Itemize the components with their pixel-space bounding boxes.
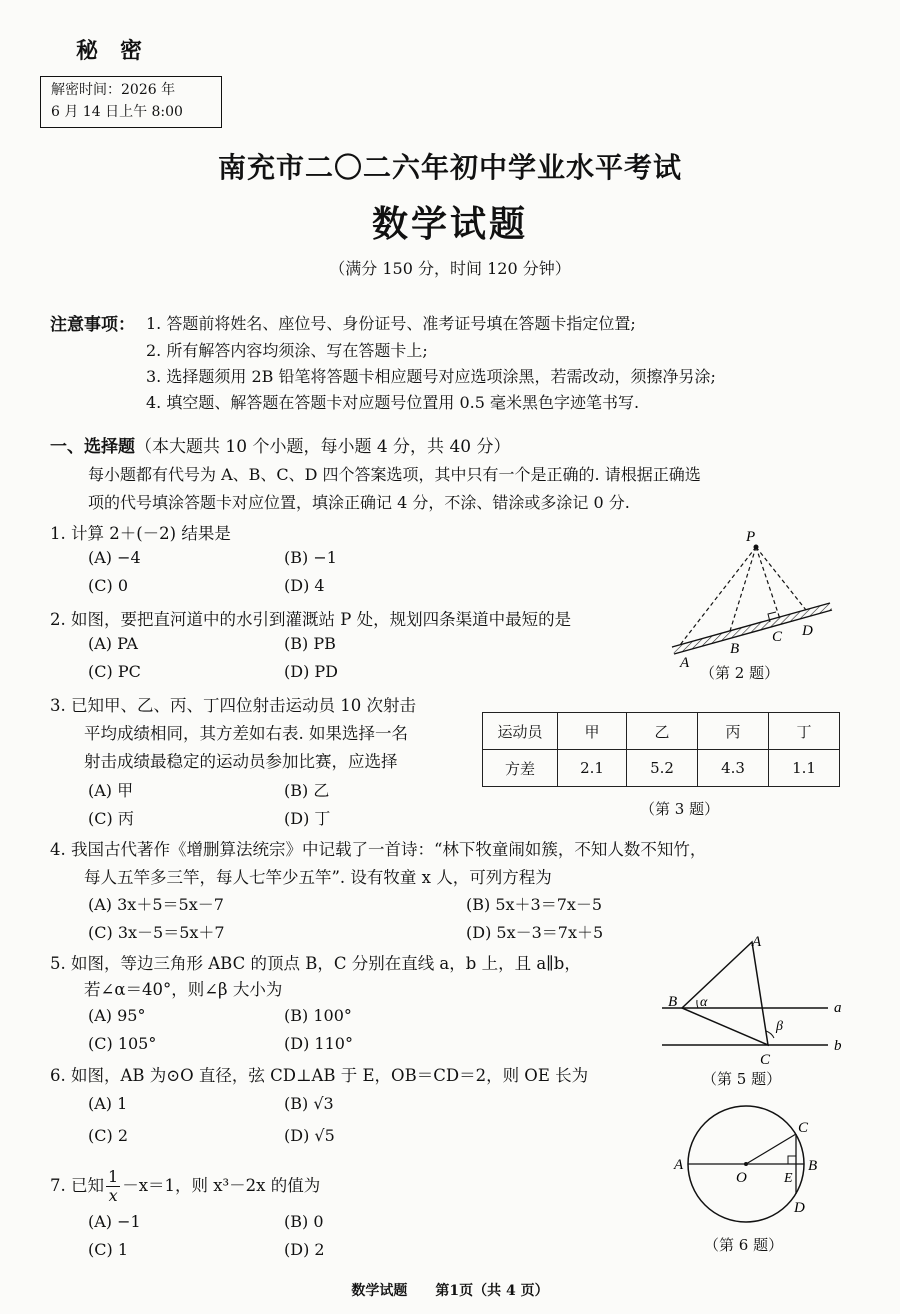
table-cell: 5.2: [627, 750, 698, 787]
figure-5-caption: （第 5 题）: [702, 1070, 782, 1088]
segment-pc: [756, 547, 780, 619]
section-intro-line-2: 项的代号填涂答题卡对应位置，填涂正确记 4 分，不涂、错涂或多涂记 0 分.: [88, 493, 630, 512]
table-cell: 甲: [558, 713, 627, 750]
question-4-option-b: (B) 5x＋3＝7x－5: [466, 895, 603, 914]
declass-line-2: 6 月 14 日上午 8:00: [51, 104, 183, 120]
question-1-option-a: (A) −4: [88, 548, 141, 567]
question-7-option-b: (B) 0: [284, 1212, 324, 1231]
table-cell: 4.3: [698, 750, 769, 787]
label-beta: β: [776, 1019, 783, 1034]
question-6-option-a: (A) 1: [88, 1094, 128, 1113]
center-point: [744, 1162, 748, 1166]
notice-item-3: 3. 选择题须用 2B 铅笔将答题卡相应题号对应选项涂黑，若需改动，须擦净另涂;: [146, 367, 716, 386]
secret-label: 秘密: [76, 38, 165, 64]
question-2-option-c: (C) PC: [88, 662, 141, 681]
notice-item-4: 4. 填空题、解答题在答题卡对应题号位置用 0.5 毫米黑色字迹笔书写.: [146, 393, 640, 412]
question-6-option-b: (B) √3: [284, 1094, 334, 1113]
table-cell: 方差: [483, 750, 558, 787]
label-o: O: [736, 1170, 747, 1186]
question-1-option-b: (B) −1: [284, 548, 337, 567]
right-angle-mark: [788, 1156, 796, 1164]
segment-pd: [756, 547, 806, 610]
label-a: A: [674, 1157, 684, 1173]
question-1-option-d: (D) 4: [284, 576, 325, 595]
exam-title: 南充市二〇二六年初中学业水平考试: [217, 151, 682, 184]
question-2-option-b: (B) PB: [284, 634, 336, 653]
declassification-box: [40, 76, 222, 128]
question-5-stem-line-1: 5. 如图，等边三角形 ABC 的顶点 B，C 分别在直线 a，b 上，且 a∥b，: [50, 954, 581, 973]
question-4-option-c: (C) 3x－5＝5x＋7: [88, 923, 225, 942]
question-3-option-a: (A) 甲: [88, 781, 134, 800]
fraction-numerator: 1: [108, 1167, 119, 1186]
table-cell: 乙: [627, 713, 698, 750]
label-d: D: [802, 623, 813, 639]
question-2-option-a: (A) PA: [88, 634, 138, 653]
page-footer: [0, 1280, 900, 1300]
question-7-option-c: (C) 1: [88, 1240, 128, 1259]
label-b: B: [730, 641, 740, 657]
figure-6-caption: （第 6 题）: [704, 1236, 784, 1254]
question-3-option-d: (D) 丁: [284, 809, 331, 828]
label-line-b: b: [834, 1038, 842, 1054]
angle-alpha-arc: [697, 1000, 698, 1008]
section-title: 一、选择题: [50, 437, 135, 457]
question-2-stem: 2. 如图，要把直河道中的水引到灌溉站 P 处，规划四条渠道中最短的是: [50, 610, 572, 629]
label-d: D: [794, 1200, 805, 1216]
question-2-option-d: (D) PD: [284, 662, 338, 681]
footer-page-number: 第1页（共 4 页）: [435, 1283, 549, 1299]
question-3-stem-line-3: 射击成绩最稳定的运动员参加比赛，应选择: [84, 752, 398, 771]
figure-6-diagram: [670, 1100, 830, 1230]
question-5-option-c: (C) 105°: [88, 1034, 157, 1053]
triangle-abc: [682, 942, 768, 1045]
label-b: B: [808, 1158, 818, 1174]
question-3-stem-line-2: 平均成绩相同，其方差如右表. 如果选择一名: [84, 724, 408, 743]
label-p: P: [746, 529, 756, 545]
question-6-stem: 6. 如图，AB 为⊙O 直径，弦 CD⊥AB 于 E，OB＝CD＝2，则 OE 长为: [50, 1066, 589, 1085]
table-cell: 运动员: [483, 713, 558, 750]
question-5-option-a: (A) 95°: [88, 1006, 146, 1025]
table-row: [483, 713, 840, 750]
label-c: C: [798, 1120, 809, 1136]
label-c-vertex: C: [760, 1052, 771, 1068]
question-7-suffix: －x＝1，则 x³－2x 的值为: [122, 1176, 321, 1195]
label-line-a: a: [834, 1000, 842, 1016]
question-5-option-b: (B) 100°: [284, 1006, 352, 1025]
label-b-vertex: B: [668, 994, 678, 1010]
figure-2-caption: （第 2 题）: [700, 664, 780, 682]
table-cell: 2.1: [558, 750, 627, 787]
section-heading: [50, 432, 511, 457]
label-c: C: [772, 629, 783, 645]
subject-title: 数学试题: [371, 203, 528, 245]
question-4-option-a: (A) 3x＋5＝5x－7: [88, 895, 224, 914]
table-cell: 1.1: [769, 750, 840, 787]
fraction-denominator: x: [108, 1186, 118, 1205]
fraction-one-over-x: [106, 1168, 120, 1205]
notice-item-1: 1. 答题前将姓名、座位号、身份证号、准考证号填在答题卡指定位置;: [146, 314, 636, 333]
notice-item-2: 2. 所有解答内容均须涂、写在答题卡上;: [146, 341, 428, 360]
table-cell: 丙: [698, 713, 769, 750]
label-alpha: α: [700, 995, 708, 1010]
question-5-stem-line-2: 若∠α＝40°，则∠β 大小为: [84, 980, 283, 999]
question-5-option-d: (D) 110°: [284, 1034, 353, 1053]
question-6-option-d: (D) √5: [284, 1126, 335, 1145]
section-subtitle: （本大题共 10 个小题，每小题 4 分，共 40 分）: [135, 437, 511, 457]
label-a-vertex: A: [752, 934, 762, 950]
table-cell: 丁: [769, 713, 840, 750]
segment-pb: [730, 547, 756, 631]
question-4-stem-line-1: 4. 我国古代著作《增删算法统宗》中记载了一首诗：“林下牧童闹如簇，不知人数不知竹，: [50, 840, 707, 859]
question-1-option-c: (C) 0: [88, 576, 128, 595]
question-7-option-d: (D) 2: [284, 1240, 325, 1259]
question-4-option-d: (D) 5x－3＝7x＋5: [466, 923, 604, 942]
question-3-option-c: (C) 丙: [88, 809, 134, 828]
label-a: A: [680, 655, 690, 671]
question-7-stem: [50, 1168, 320, 1205]
point-p: [754, 545, 759, 550]
footer-subject: 数学试题: [351, 1283, 408, 1299]
question-7-prefix: 7. 已知: [50, 1176, 104, 1195]
section-intro-line-1: 每小题都有代号为 A、B、C、D 四个答案选项，其中只有一个是正确的. 请根据正确选: [88, 465, 701, 484]
figure-5-diagram: [660, 928, 850, 1073]
label-e: E: [784, 1171, 793, 1186]
question-3-stem-line-1: 3. 已知甲、乙、丙、丁四位射击运动员 10 次射击: [50, 696, 416, 715]
score-note: （满分 150 分，时间 120 分钟）: [329, 259, 571, 278]
question-3-option-b: (B) 乙: [284, 781, 330, 800]
declass-line-1: 解密时间：2026 年: [51, 82, 176, 98]
question-4-stem-line-2: 每人五竿多三竿，每人七竿少五竿”. 设有牧童 x 人，可列方程为: [84, 868, 552, 887]
question-6-option-c: (C) 2: [88, 1126, 128, 1145]
question-1-stem: 1. 计算 2＋(－2) 结果是: [50, 524, 231, 543]
figure-3-caption: （第 3 题）: [640, 800, 720, 818]
table-row: [483, 750, 840, 787]
question-7-option-a: (A) −1: [88, 1212, 141, 1231]
variance-table: [482, 712, 840, 787]
figure-2-diagram: [660, 525, 850, 685]
notice-label: 注意事项：: [50, 315, 135, 335]
